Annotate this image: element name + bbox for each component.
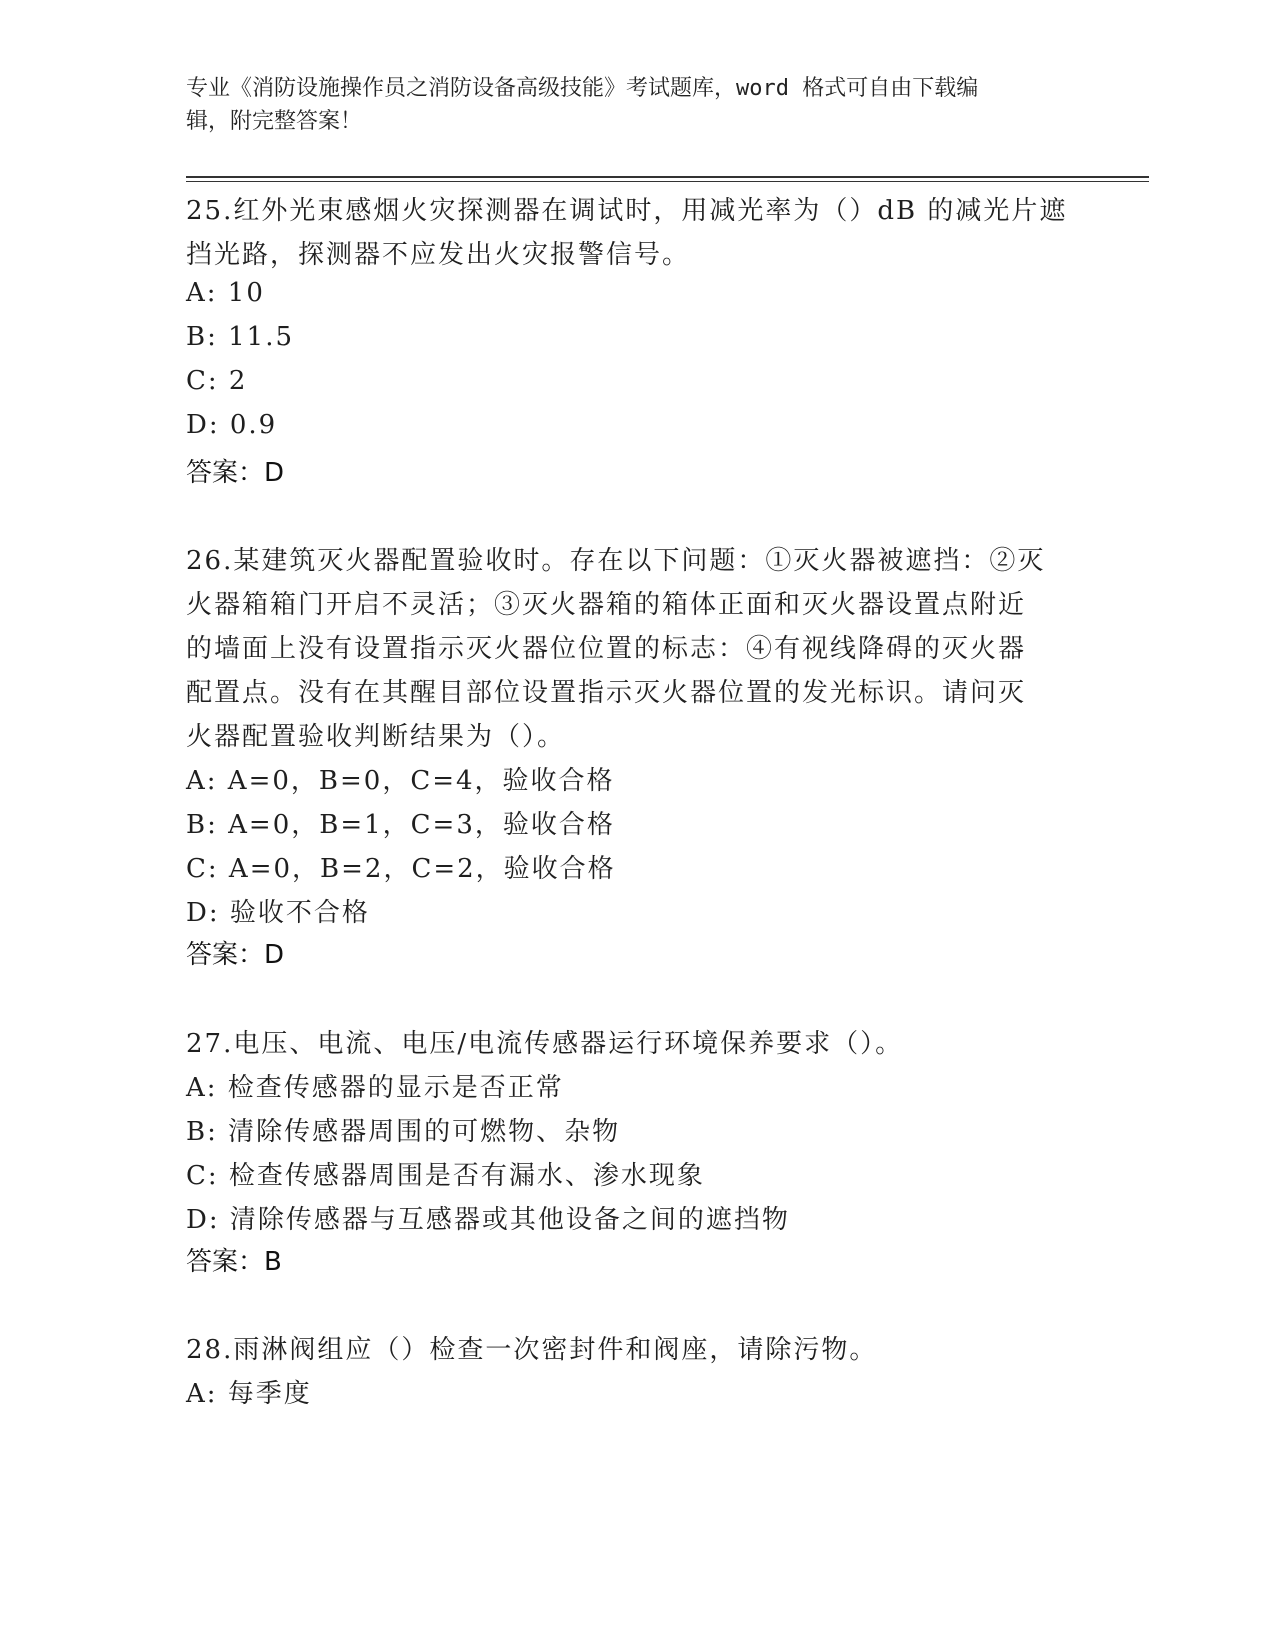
header-line-1: 专业《消防设施操作员之消防设备高级技能》考试题库，word 格式可自由下载编 (186, 76, 979, 101)
question-27-option-c: C: 检查传感器周围是否有漏水、渗水现象 (186, 1161, 705, 1191)
header-line-2: 辑，附完整答案！ (186, 109, 363, 134)
question-26-line-2: 火器箱箱门开启不灵活；③灭火器箱的箱体正面和灭火器设置点附近 (186, 590, 1027, 620)
question-25-option-c: C: 2 (186, 366, 248, 396)
question-25-option-a: A: 10 (186, 278, 265, 308)
question-25-line-2: 挡光路，探测器不应发出火灾报警信号。 (186, 240, 691, 270)
question-26-line-3: 的墙面上没有设置指示灭火器位位置的标志：④有视线降碍的灭火器 (186, 634, 1027, 664)
document-header (186, 72, 1066, 138)
question-26-option-a: A: A=0，B=0，C=4，验收合格 (186, 766, 615, 796)
question-25-answer: 答案：D (186, 458, 285, 488)
question-26-option-d: D: 验收不合格 (186, 898, 370, 928)
question-27-answer: 答案：B (186, 1247, 282, 1277)
header-divider-thin (186, 181, 1149, 182)
question-27-option-d: D: 清除传感器与互感器或其他设备之间的遮挡物 (186, 1205, 790, 1235)
question-25-option-b: B: 11.5 (186, 322, 295, 352)
question-28-line-1: 28.雨淋阀组应（）检查一次密封件和阀座，请除污物。 (186, 1335, 878, 1365)
question-26-option-b: B: A=0，B=1，C=3，验收合格 (186, 810, 615, 840)
question-26-option-c: C: A=0，B=2，C=2，验收合格 (186, 854, 616, 884)
question-27-line-1: 27.电压、电流、电压/电流传感器运行环境保养要求（）。 (186, 1029, 904, 1059)
question-27-option-a: A: 检查传感器的显示是否正常 (186, 1073, 564, 1103)
question-25-line-1: 25.红外光束感烟火灾探测器在调试时，用减光率为（）dB 的减光片遮 (186, 196, 1068, 226)
question-26-line-4: 配置点。没有在其醒目部位设置指示灭火器位置的发光标识。请问灭 (186, 678, 1027, 708)
header-divider (186, 176, 1149, 178)
question-28-option-a: A: 每季度 (186, 1379, 312, 1409)
question-25-option-d: D: 0.9 (186, 410, 278, 440)
question-26-line-5: 火器配置验收判断结果为（）。 (186, 722, 566, 752)
question-26-answer: 答案：D (186, 940, 285, 970)
question-26-line-1: 26.某建筑灭火器配置验收时。存在以下问题：①灭火器被遮挡：②灭 (186, 546, 1046, 576)
question-27-option-b: B: 清除传感器周围的可燃物、杂物 (186, 1117, 621, 1147)
